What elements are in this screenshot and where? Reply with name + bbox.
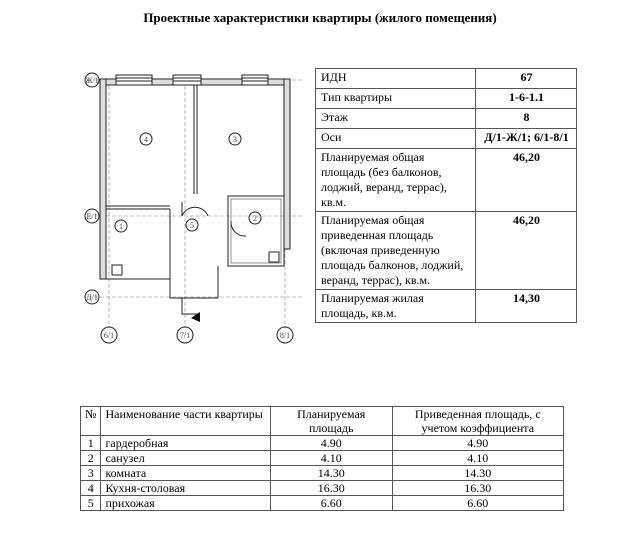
axis-label-6: 6/1	[103, 331, 115, 340]
table-row	[81, 496, 564, 511]
row-area: 4.90	[270, 436, 392, 451]
row-number: 4	[81, 481, 101, 496]
room-number-5: 5	[190, 221, 194, 230]
row-name: прихожая	[101, 496, 270, 511]
axis-label-8: 8/1	[279, 331, 291, 340]
row-name: санузел	[101, 451, 270, 466]
row-reduced-area: 16.30	[392, 481, 563, 496]
property-value: 1-6-1.1	[476, 89, 577, 109]
row-area: 14.30	[270, 466, 392, 481]
room-number-3: 3	[233, 135, 237, 144]
row-area: 4.10	[270, 451, 392, 466]
header-number: №	[81, 407, 101, 436]
header-area: Планируемая площадь	[270, 407, 392, 436]
property-label: ИДН	[316, 69, 476, 89]
page-title: Проектные характеристики квартиры (жилого помещения)	[143, 10, 497, 25]
property-label: Оси	[316, 129, 476, 149]
property-value: 14,30	[476, 290, 577, 323]
property-value: 67	[476, 69, 577, 89]
property-row	[316, 149, 577, 212]
apartment-properties-table	[315, 68, 577, 323]
header-reduced-area: Приведенная площадь, с учетом коэффициента	[392, 407, 563, 436]
property-row	[316, 89, 577, 109]
table-row	[81, 466, 564, 481]
property-value: 8	[476, 109, 577, 129]
axis-label-e: Е/1	[86, 212, 98, 221]
room-number-4: 4	[144, 135, 148, 144]
row-number: 2	[81, 451, 101, 466]
room-number-2: 2	[253, 214, 257, 223]
property-row	[316, 129, 577, 149]
property-row	[316, 290, 577, 323]
axis-label-d: Д/1	[86, 293, 98, 302]
row-area: 16.30	[270, 481, 392, 496]
header-name: Наименование части квартиры	[101, 407, 270, 436]
rooms-table-header	[81, 407, 564, 436]
table-row	[81, 436, 564, 451]
property-value: 46,20	[476, 212, 577, 290]
row-name: комната	[101, 466, 270, 481]
row-reduced-area: 14.30	[392, 466, 563, 481]
floor-plan	[78, 66, 310, 356]
property-row	[316, 69, 577, 89]
axis-label-zh: Ж/1	[85, 76, 99, 85]
rooms-table	[80, 406, 564, 511]
row-name: гардеробная	[101, 436, 270, 451]
row-area: 6.60	[270, 496, 392, 511]
row-name: Кухня-столовая	[101, 481, 270, 496]
property-row	[316, 109, 577, 129]
property-label: Планируемая жилая площадь, кв.м.	[316, 290, 476, 323]
property-value: Д/1-Ж/1; 6/1-8/1	[476, 129, 577, 149]
property-label: Этаж	[316, 109, 476, 129]
row-reduced-area: 4.10	[392, 451, 563, 466]
property-value: 46,20	[476, 149, 577, 212]
row-reduced-area: 6.60	[392, 496, 563, 511]
table-row	[81, 481, 564, 496]
row-number: 5	[81, 496, 101, 511]
room-number-1: 1	[119, 222, 123, 231]
table-row	[81, 451, 564, 466]
axis-label-7: 7/1	[179, 331, 191, 340]
row-number: 1	[81, 436, 101, 451]
property-label: Тип квартиры	[316, 89, 476, 109]
property-label: Планируемая общая площадь (без балконов, лоджий, веранд, террас), кв.м.	[316, 149, 476, 212]
property-row	[316, 212, 577, 290]
property-label: Планируемая общая приведенная площадь (включая приведенную площадь балконов, лоджий, веранд, террас), кв.м.	[316, 212, 476, 290]
row-number: 3	[81, 466, 101, 481]
row-reduced-area: 4.90	[392, 436, 563, 451]
